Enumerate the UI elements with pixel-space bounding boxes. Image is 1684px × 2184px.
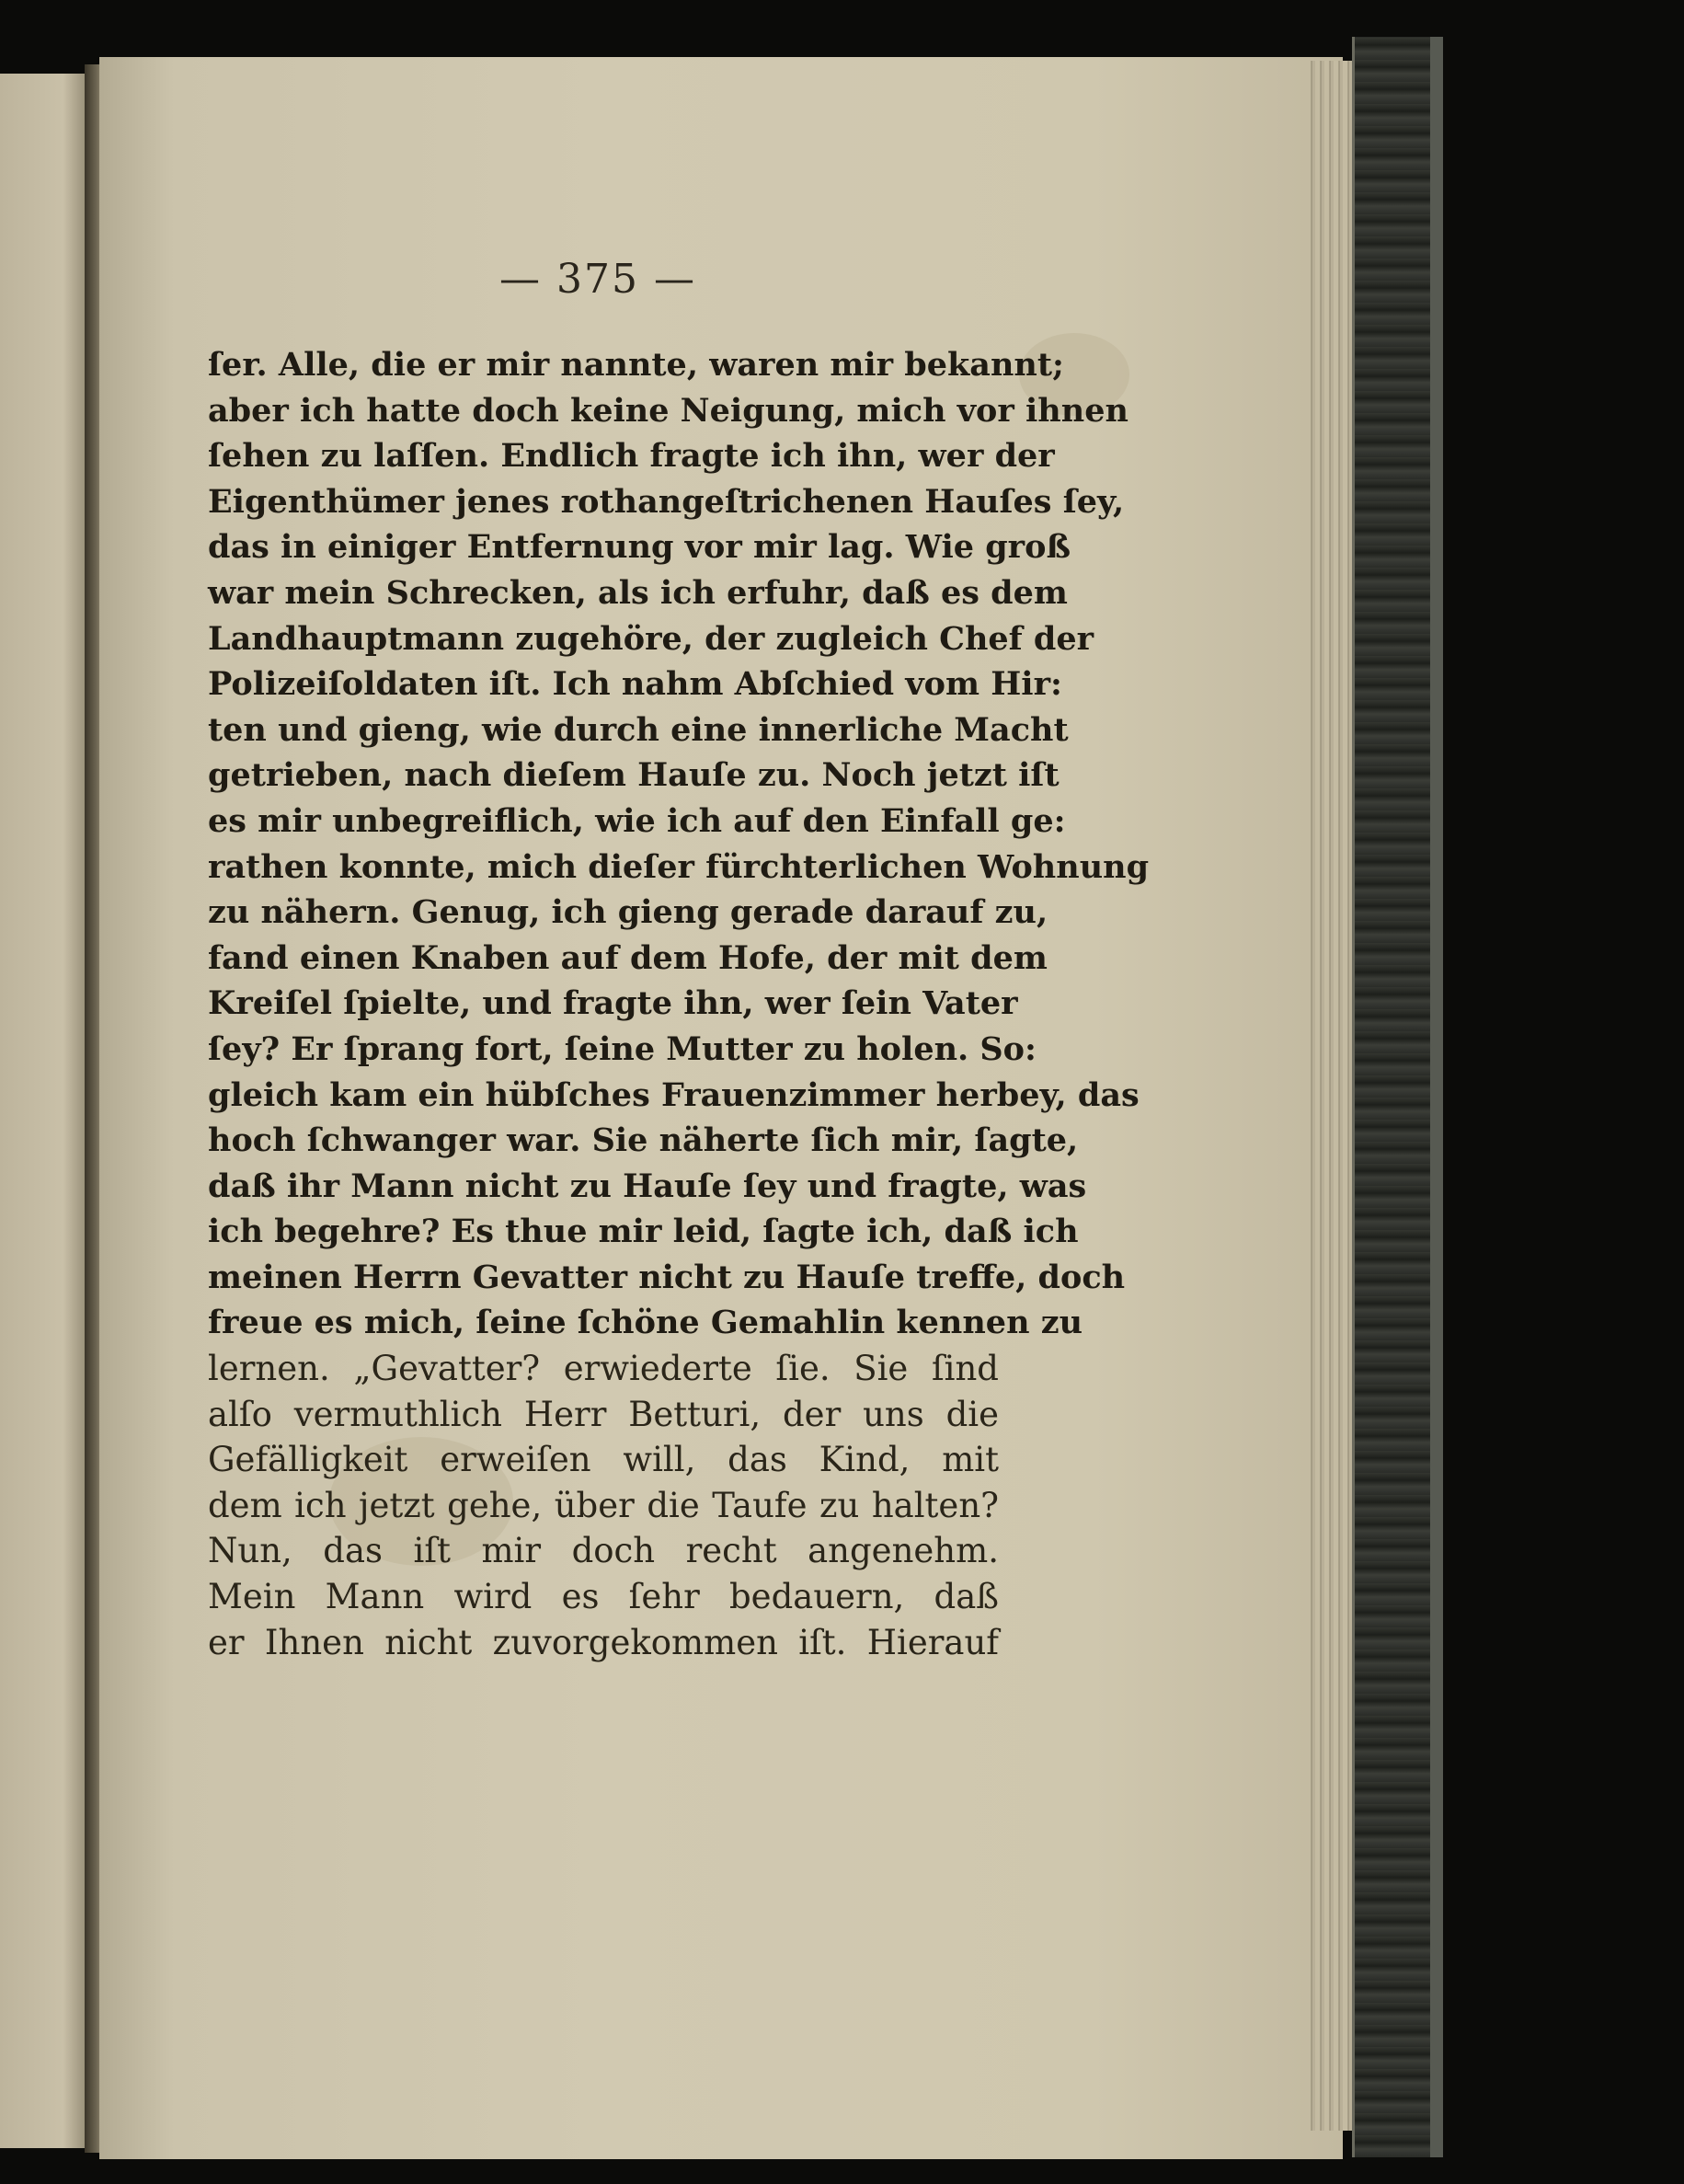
text-line: dem ich jetzt gehe, über die Taufe zu halten? (208, 1485, 999, 1525)
text-line: freue es mich, ſeine ſchöne Gemahlin kennen zu (208, 1304, 1083, 1342)
left-page-edge (0, 74, 90, 2148)
book-cover (1352, 37, 1438, 2157)
text-line: aber ich hatte doch keine Neigung, mich vor ihnen (208, 391, 1128, 430)
text-line: daß ihr Mann nicht zu Hauſe ſey und fragte, was (208, 1167, 1087, 1205)
text-line: lernen. „Gevatter? erwiederte ſie. Sie ſind (208, 1349, 999, 1389)
text-line: Mein Mann wird es ſehr bedauern, daß (208, 1577, 999, 1617)
book-cover-rim (1430, 37, 1443, 2157)
text-line: es mir unbegreiflich, wie ich auf den Einfall ge: (208, 801, 1066, 840)
text-line: Kreiſel ſpielte, und fragte ihn, wer ſein Vater (208, 984, 1018, 1023)
body-text (208, 342, 1150, 1665)
text-line: rathen konnte, mich dieſer fürchterlichen Wohnung (208, 847, 1150, 886)
text-line: ten und gieng, wie durch eine innerliche Macht (208, 710, 1069, 749)
text-line: getrieben, nach dieſem Hauſe zu. Noch jetzt iſt (208, 756, 1060, 795)
text-line: meinen Herrn Gevatter nicht zu Hauſe treffe, doch (208, 1258, 1126, 1296)
text-line: Eigenthümer jenes rothangeſtrichenen Hauſes ſey, (208, 482, 1125, 521)
text-line: das in einiger Entfernung vor mir lag. Wie groß (208, 528, 1071, 567)
text-line: gleich kam ein hübſches Frauenzimmer herbey, das (208, 1075, 1140, 1114)
text-line: ſer. Alle, die er mir nannte, waren mir bekannt; (208, 346, 1064, 384)
text-line: Landhauptmann zugehöre, der zugleich Chef der (208, 619, 1094, 658)
text-line: Gefälligkeit erweiſen will, das Kind, mit (208, 1440, 999, 1480)
text-line: ich begehre? Es thue mir leid, ſagte ich, daß ich (208, 1213, 1079, 1251)
text-line: Nun, das iſt mir doch recht angenehm. (208, 1531, 999, 1571)
text-line: ſehen zu laſſen. Endlich fragte ich ihn, wer der (208, 437, 1055, 476)
text-line: er Ihnen nicht zuvorgekommen iſt. Hierauf (208, 1622, 999, 1662)
text-line: hoch ſchwanger war. Sie näherte ſich mir, ſagte, (208, 1121, 1079, 1160)
text-line: ſey? Er ſprang fort, ſeine Mutter zu holen. So: (208, 1029, 1037, 1068)
text-line: war mein Schrecken, als ich erfuhr, daß es dem (208, 573, 1068, 612)
text-line: alſo vermuthlich Herr Betturi, der uns die (208, 1394, 999, 1434)
text-line: fand einen Knaben auf dem Hofe, der mit dem (208, 938, 1048, 977)
text-line: zu nähern. Genug, ich gieng gerade darauf zu, (208, 893, 1048, 932)
text-line: Polizeiſoldaten iſt. Ich nahm Abſchied vom Hir: (208, 665, 1062, 704)
page-number: — 375 — (499, 256, 696, 303)
